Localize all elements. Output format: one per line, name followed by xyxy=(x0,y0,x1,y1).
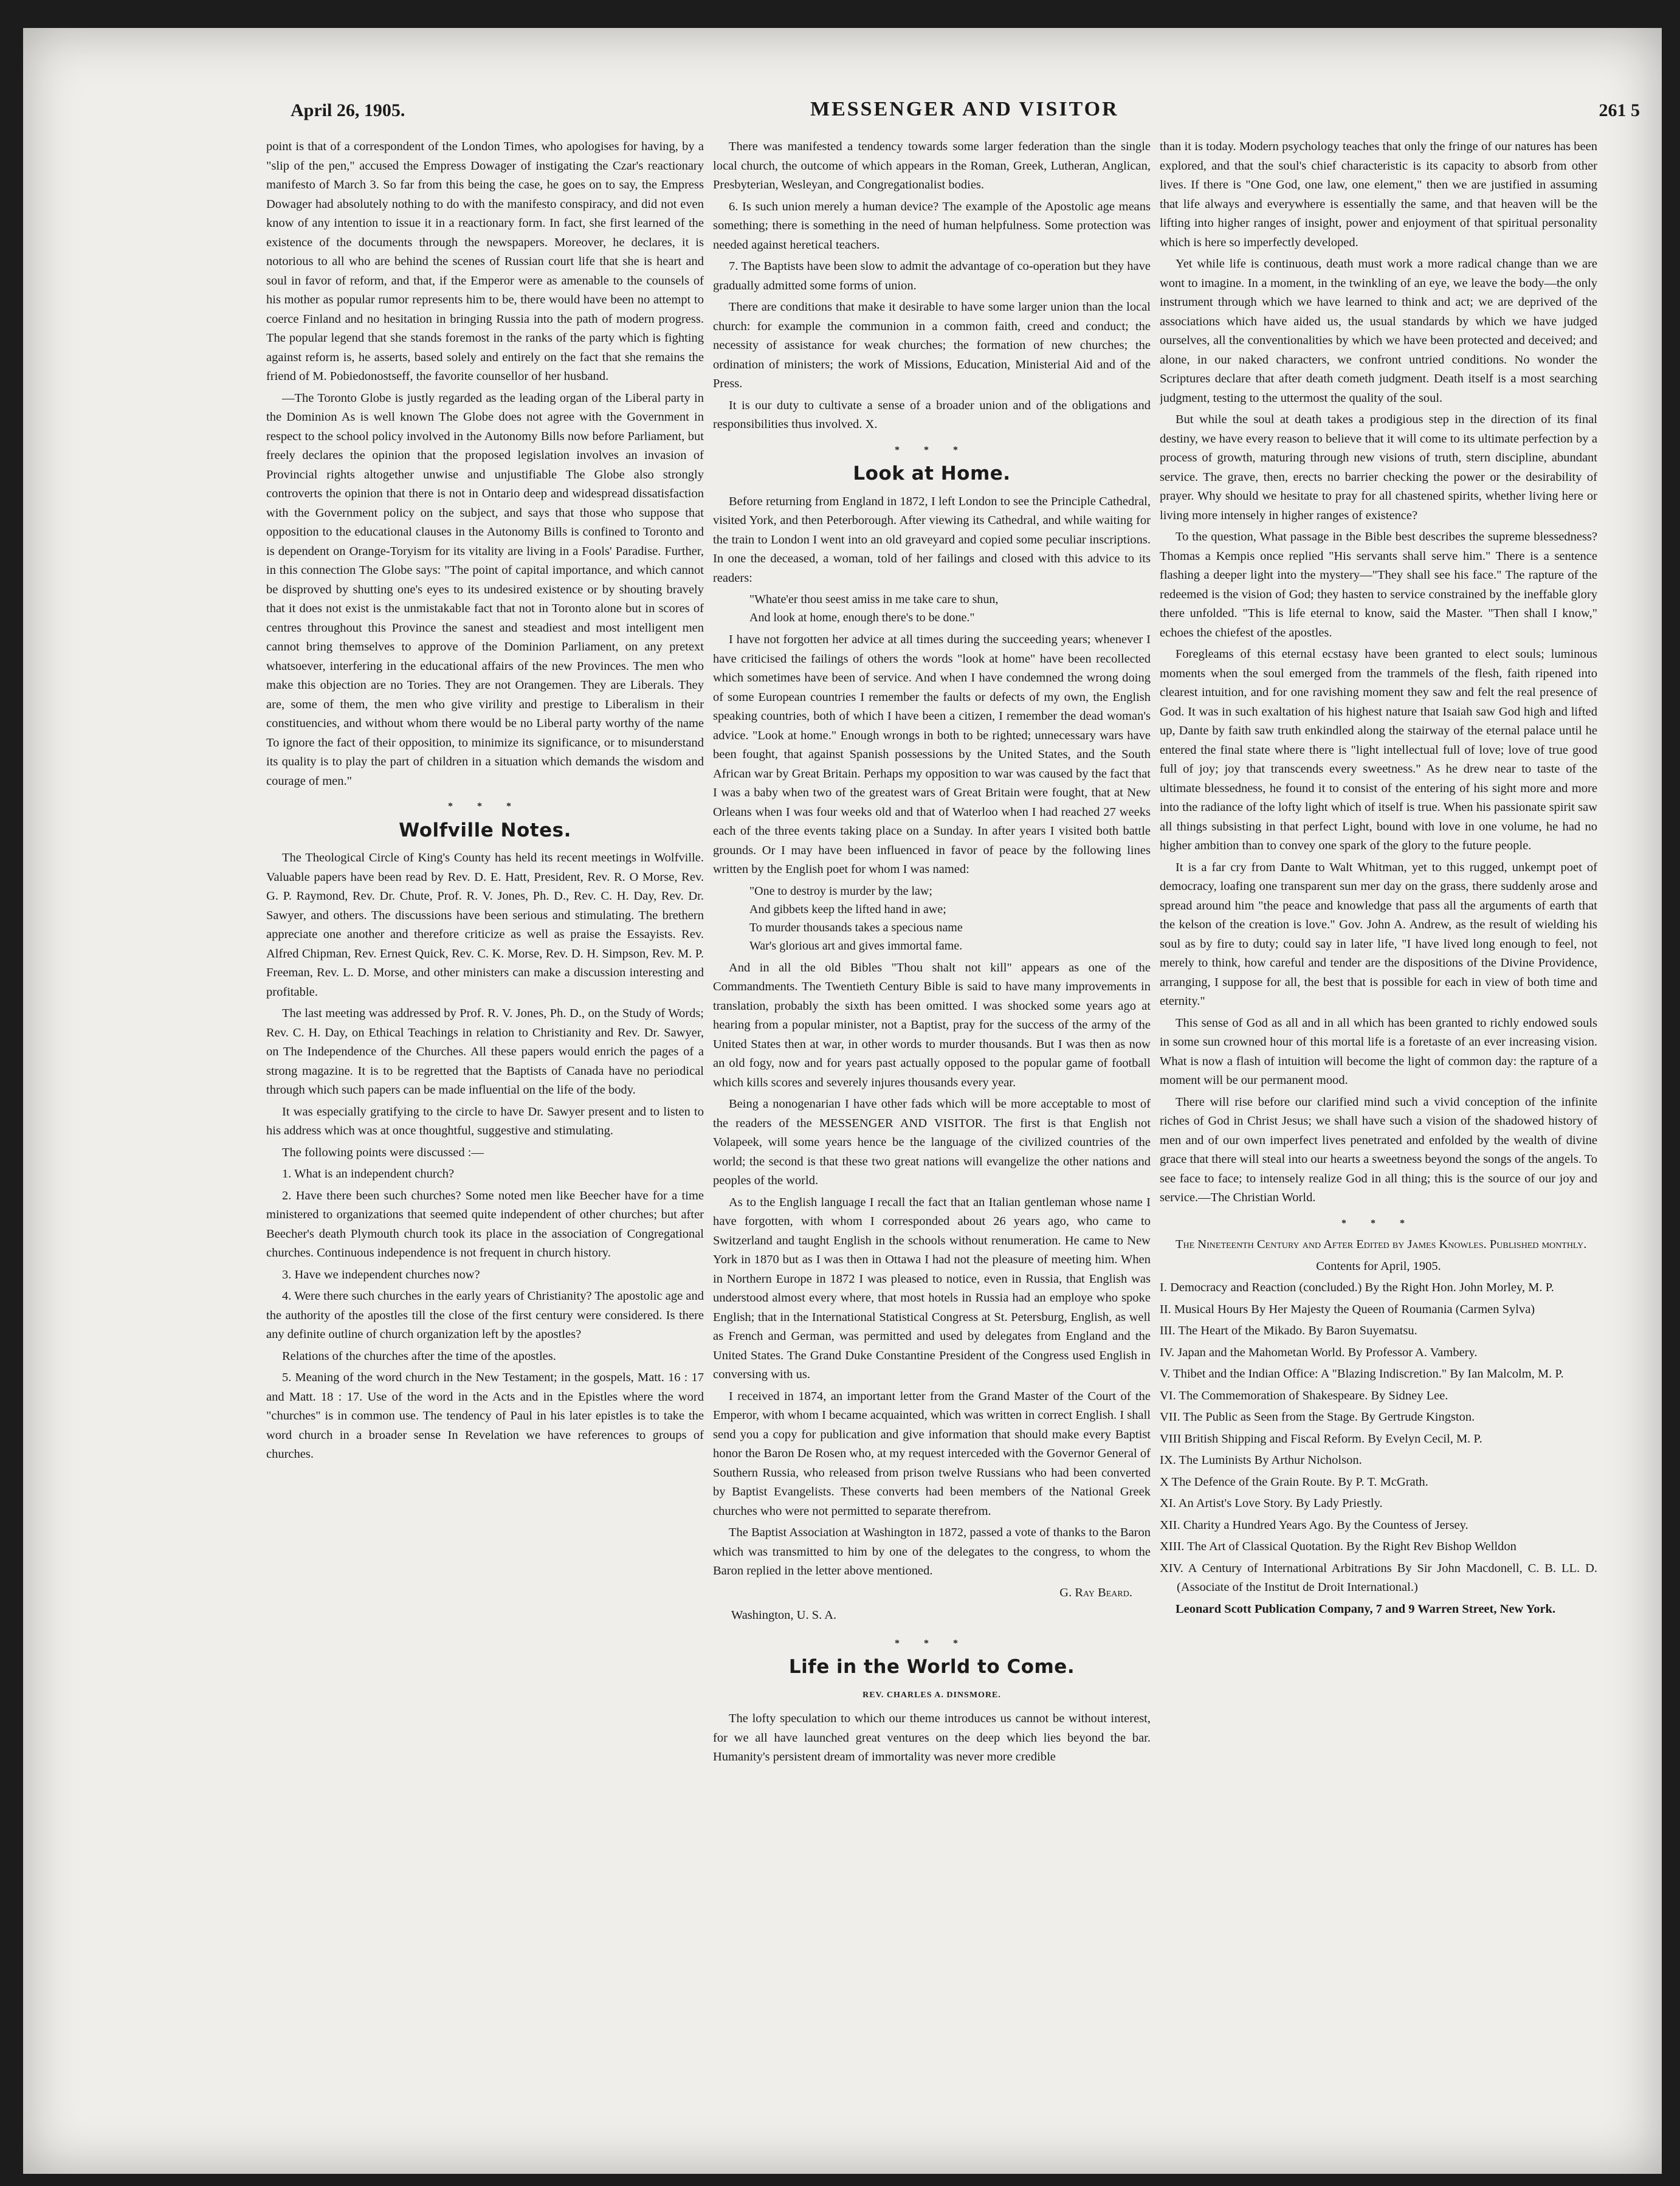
paragraph: The following points were discussed :— xyxy=(282,1145,484,1159)
newspaper-page xyxy=(23,28,1662,2174)
article-heading-wolfville-notes: Wolfville Notes. xyxy=(399,819,571,841)
paragraph: Yet while life is continuous, death must work a more radical change than we are wont to imagine. In a moment, in the twinkling of an eye, we leave the body—the only instrument through which we have learned to think and act; we are deprived of the associations which have aided us, the usual standards by which we have judged ourselves, all the conventionalities by which we have been protected and deceived; and alone, in our naked characters, we confront untried conditions. No wonder the Scriptures declare that after death cometh judgment. Death itself is a most searching judgment, testing to the uttermost the quality of the soul. xyxy=(1160,257,1597,405)
paragraph: To the question, What passage in the Bible best describes the supreme blessedness? Thomas a Kempis once replied "His servants shall serve him." There is a sentence flashing a deeper light into the mystery—"They shall see his face." The rapture of the redeemed is the vision of God; they hasten to service constrained by the ineffable glory there unfolded. "This is life eternal to know, said the Master. "Then shall I know," echoes the chiefest of the apostles. xyxy=(1160,530,1597,640)
paragraph: There was manifested a tendency towards some larger federation than the single local church, the outcome of which appears in the Roman, Greek, Lutheran, Anglican, Presbyterian, Wesleyan, and Congregationalist bodies. xyxy=(713,140,1151,191)
paragraph: And in all the old Bibles "Thou shalt not kill" appears as one of the Commandments. The Twentieth Century Bible is said to have many improvements in translation, probably the sixth has been omitted. I was shocked some years ago at hearing from a popular minister, not a Baptist, pray for the success of the army of the United States then at war, in other words to murder thousands. But I was then as now an old fogy, now and for years past actually opposed to the popular game of football which kills scores and severely injures thousands every year. xyxy=(713,960,1151,1089)
article-heading-life-in-the-world-to-come: Life in the World to Come. xyxy=(788,1656,1075,1678)
issue-date: April 26, 1905. xyxy=(291,100,405,120)
section-divider: * * * xyxy=(448,801,522,812)
paragraph: There will rise before our clarified mind such a vivid conception of the infinite riches of God in Christ Jesus; we shall have such a vision of the shadowed history of men and of our own imperfect lives penetrated and enfolded by the wealth of divine grace that there will steal into our hearts a sweetness beyond the songs of the angels. To see face to face; to intensely realize God in all thing; this is the source of our joy and service.—The Christian World. xyxy=(1160,1095,1597,1204)
article-byline: REV. CHARLES A. DINSMORE. xyxy=(862,1690,1001,1700)
paragraph: The Theological Circle of King's County has held its recent meetings in Wolfville. Valuable papers have been read by Rev. D. E. Hatt, President, Rev. R. O Morse, Rev. G. P. Raymond, Rev. Dr. Chute, Prof. R. V. Jones, Ph. D., Rev. C. H. Day, Rev. Dr. Sawyer, and others. The discussions have been serious and stimulating. The brethern appreciate one another and therefore criticize as well as praise the Essayists. Rev. Alfred Chipman, Rev. Ernest Quick, Rev. C. K. Morse, Rev. D. H. Simpson, Rev. M. P. Freeman, Rev. L. D. Morse, and other ministers can make a discussion interesting and profitable. xyxy=(266,851,704,999)
dateline-place: Washington, U. S. A. xyxy=(731,1608,837,1622)
contents-heading: Contents for April, 1905. xyxy=(1316,1259,1441,1273)
paragraph: It is a far cry from Dante to Walt Whitman, yet to this rugged, unkempt poet of democracy, loafing one transparent sun mer day on the grass, there suddenly arose and spread around him "the peace and knowledge that pass all the arguments of earth that the kelson of the creation is love." Gov. John A. Andrew, as the result of wielding his soul as by fire to duty; could say in later life, "I have lived long enough to feel, not merely to think, how careful and tender are the dispositions of the Divine Providence, arranging, I suppose for all, the best that is possible for each in view of both time and eternity." xyxy=(1160,860,1597,1008)
column-1 xyxy=(266,137,704,2143)
contents-item: X The Defence of the Grain Route. By P. T. McGrath. xyxy=(1160,1475,1428,1489)
paragraph: Before returning from England in 1872, I left London to see the Principle Cathedral, visited York, and then Peterborough. After viewing its Cathedral, and while waiting for the train to London I went into an old graveyard and copied some peculiar inscriptions. In one the deceased, a woman, told of her failings and closed with this advice to its readers: xyxy=(713,494,1151,585)
paragraph: Relations of the churches after the time of the apostles. xyxy=(282,1349,556,1363)
numbered-point: 5. Meaning of the word church in the New Testament; in the gospels, Matt. 16 : 17 and Matt. 18 : 17. Use of the word in the Acts and in the Epistles where the word "churches" is in common use. The tendency of Paul in his later epistles is to take the word church in a broader sense In Revelation we have references to groups of churches. xyxy=(266,1371,704,1461)
contents-item: VIII British Shipping and Fiscal Reform. By Evelyn Cecil, M. P. xyxy=(1160,1432,1482,1446)
numbered-point: 3. Have we independent churches now? xyxy=(282,1267,480,1281)
paragraph: As to the English language I recall the fact that an Italian gentleman whose name I have forgotten, with whom I corresponded about 26 years ago, who came to Switzerland and taught English in the schools without renumeration. He came to New York in 1870 but as I was then in Ottawa I had not the pleasure of meeting him. When in Northern Europe in 1872 I was pleased to notice, even in Russia, that English was understood almost every where, that most hotels in Russia had an employe who spoke English; that in the International Statistical Congress at St. Petersburg, English, as well as French and German, was permitted and used by delegates from England and the United States. The Grand Duke Constantine President of the Congress used English in conversing with us. xyxy=(713,1195,1151,1381)
numbered-point: 1. What is an independent church? xyxy=(282,1167,455,1181)
author-signature: G. Ray Beard. xyxy=(1059,1585,1132,1599)
newspaper-title: MESSENGER AND VISITOR xyxy=(810,98,1119,120)
contents-item: XIV. A Century of International Arbitrations By Sir John Macdonell, C. B. LL. D. (Associate of the Institut de Droit International.) xyxy=(1160,1561,1597,1594)
article-heading-look-at-home: Look at Home. xyxy=(853,463,1011,484)
contents-item: I. Democracy and Reaction (concluded.) By the Right Hon. John Morley, M. P. xyxy=(1160,1281,1554,1294)
contents-item: IX. The Luminists By Arthur Nicholson. xyxy=(1160,1453,1362,1467)
paragraph: This sense of God as all and in all which has been granted to richly endowed souls in some sun crowned hour of this mortal life is a foretaste of an ever increasing vision. What is now a flash of intuition will become the light of common day: the rapture of a moment will be our permanent mood. xyxy=(1160,1016,1597,1087)
contents-item: VII. The Public as Seen from the Stage. By Gertrude Kingston. xyxy=(1160,1410,1475,1424)
paragraph: than it is today. Modern psychology teaches that only the fringe of our natures has been explored, and that the soul's chief characteristic is its capacity to absorb from other lives. If there is "One God, one law, one element," then we are justified in assuming that life always and everywhere is essentially the same, and that heaven will be the lifting into higher ranges of insight, power and enjoyment of that spiritual personality which is here so imperfectly developed. xyxy=(1160,140,1597,249)
section-divider: * * * xyxy=(895,444,969,455)
masthead xyxy=(291,92,1640,134)
verse-line: War's glorious art and gives immortal fame. xyxy=(749,939,963,953)
paragraph: point is that of a correspondent of the London Times, who apologises for having, by a "slip of the pen," accused the Empress Dowager of instigating the Czar's reactionary manifesto of March 3. So far from this being the case, he goes on to say, the Empress Dowager had absolutely nothing to do with the manifesto conspiracy, and did not even know of any intention to issue it in a reactionary form. In fact, she first learned of the existence of the documents through the newspapers. Moreover, he declares, it is notorious to all who are behind the scenes of Russian court life that she is heart and soul in favor of reform, and that, if the Emperor were as amenable to the counsels of his mother as popular rumor represents him to be, there would have been no attempt to coerce Finland and no hesitation in bringing Russia into the path of modern progress. The popular legend that she stands foremost in the ranks of the party which is fighting against reform is, he asserts, based solely and entirely on the fact that she remains the friend of M. Pobiedonostseff, the favorite counsellor of her husband. xyxy=(266,140,704,383)
paragraph: There are conditions that make it desirable to have some larger union than the local church: for example the communion in a common faith, creed and conduct; the necessity of assistance for weak churches; the formation of new churches; the ordination of ministers; the work of Missions, Education, Ministerial Aid and of the Press. xyxy=(713,300,1151,390)
verse-line: "Whate'er thou seest amiss in me take care to shun, xyxy=(749,593,999,606)
paragraph: —The Toronto Globe is justly regarded as the leading organ of the Liberal party in the Dominion As is well known The Globe does not agree with the Government in respect to the school policy involved in the Autonomy Bills now before Parliament, but freely declares the opinion that the proposed legislation involves an invasion of Provincial rights altogether unwise and unjustifiable The Globe also strongly controverts the opinion that there is not in Ontario deep and widespread dissatisfaction with the Government policy on the subject, and says that those who suppose that opposition to the educational clauses in the Autonomy Bills is confined to Toronto and is dependent on Orange-Toryism for its vitality are living in a Fools' Paradise. Further, in this connection The Globe says: "The point of capital importance, and which cannot be disproved by shutting one's eyes to its undesired existence or by shouting bravely that it does not exist is the unmistakable fact that not in Toronto alone but in scores of centres throughout this Province the sanest and steadiest and most intelligent men cannot bring themselves to approve of the Dominion Parliament, on any pretext whatsoever, interfering in the educational affairs of the new Provinces. The men who make this objection are no Tories. They are not Orangemen. They are Liberals. They are, some of them, the men who give virility and prestige to Liberalism in their constituencies, and without whom there would be no Liberal party worthy of the name To ignore the fact of their opposition, to minimize its significance, or to misunderstand its quality is to play the part of children in a situation which demands the wisdom and courage of men." xyxy=(266,391,704,788)
verse-line: To murder thousands takes a specious name xyxy=(749,920,963,934)
numbered-point: 4. Were there such churches in the early years of Christianity? The apostolic age and the authority of the apostles till the close of the first century were considered. Is there any definite outline of church organization left by the apostles? xyxy=(266,1289,704,1341)
numbered-point: 6. Is such union merely a human device? The example of the Apostolic age means something; there is something in the need of human helpfulness. Some protection was needed against heretical teachers. xyxy=(713,199,1151,252)
numbered-point: 2. Have there been such churches? Some noted men like Beecher have for a time ministered to organizations that seemed quite independent of other churches; but after Beecher's death Plymouth church took its place in the association of Congregational churches. Continuous independence is not frequent in church history. xyxy=(266,1188,704,1260)
publisher-line: Leonard Scott Publication Company, 7 and 9 Warren Street, New York. xyxy=(1176,1602,1556,1616)
contents-item: III. The Heart of the Mikado. By Baron Suyematsu. xyxy=(1160,1324,1417,1337)
contents-list xyxy=(1160,1278,1597,1598)
section-divider: * * * xyxy=(895,1638,969,1649)
column-3 xyxy=(1160,137,1597,2143)
contents-item: XII. Charity a Hundred Years Ago. By the Countess of Jersey. xyxy=(1160,1518,1468,1532)
section-divider: * * * xyxy=(1341,1218,1416,1229)
paragraph: It was especially gratifying to the circle to have Dr. Sawyer present and to listen to his address which was at once thoughtful, suggestive and stimulating. xyxy=(266,1105,704,1137)
paragraph: Being a nonogenarian I have other fads which will be more acceptable to most of the readers of the MESSENGER AND VISITOR. The first is that English not Volapeek, will some years hence be the language of the civilized countries of the world; the second is that these two great nations will evangelize the other nations and peoples of the world. xyxy=(713,1097,1151,1187)
contents-item: XIII. The Art of Classical Quotation. By the Right Rev Bishop Welldon xyxy=(1160,1540,1516,1553)
verse-line: And look at home, enough there's to be done." xyxy=(749,611,975,624)
poem-verse xyxy=(749,882,1151,955)
paragraph: I have not forgotten her advice at all times during the succeeding years; whenever I have criticised the failings of others the words "look at home" have been recollected which sometimes have been of service. And when I have condemned the wrong doing of some European countries I remember the faults or defects of my own, the English speaking countries, both of which I have been a citizen, I remember the dead woman's advice. "Look at home." Enough wrongs in both to be righted; unnecessary wars have been fought, that against Spanish possessions by the United States, and the South African war by Great Britain. Perhaps my opposition to war was caused by the fact that I was a baby when two of the greatest wars of Great Britain were fought, that at New Orleans when I was four weeks old and that of Waterloo when I had reached 27 weeks each of the three events taking place on a Sunday. In after years I visited both battle grounds. Or I may have been influenced in favor of peace by the following lines written by the English poet for whom I was named: xyxy=(713,633,1151,876)
numbered-point: 7. The Baptists have been slow to admit the advantage of co-operation but they have gradually admitted some forms of union. xyxy=(713,260,1151,292)
contents-item: II. Musical Hours By Her Majesty the Queen of Roumania (Carmen Sylva) xyxy=(1160,1302,1535,1316)
contents-item: V. Thibet and the Indian Office: A "Blazing Indiscretion." By Ian Malcolm, M. P. xyxy=(1160,1367,1564,1381)
paragraph: The lofty speculation to which our theme introduces us cannot be without interest, for we all have launched great ventures on the deep which lies beyond the bar. Humanity's persistent dream of immortality was never more credible xyxy=(713,1712,1151,1764)
contents-item: VI. The Commemoration of Shakespeare. By Sidney Lee. xyxy=(1160,1388,1448,1402)
paragraph: The Baptist Association at Washington in 1872, passed a vote of thanks to the Baron which was transmitted to him by one of the delegates to the congress, to whom the Baron replied in the letter above mentioned. xyxy=(713,1526,1151,1577)
paragraph: The last meeting was addressed by Prof. R. V. Jones, Ph. D., on the Study of Words; Rev. C. H. Day, on Ethical Teachings in relation to Christianity and Rev. Dr. Sawyer, on The Independence of the Churches. All these papers would enrich the pages of a strong magazine. It is to be regretted that the Baptists of Canada have no periodical through which such papers can be made influential on the life of the body. xyxy=(266,1007,704,1097)
epitaph-verse xyxy=(749,590,1151,627)
paragraph: I received in 1874, an important letter from the Grand Master of the Court of the Emperor, with whom I became acquainted, which was written in correct English. I shall send you a copy for publication and give information that should make every Baptist honor the Baron De Rosen who, at my request interceded with the Governor General of Southern Russia, who released from prison twelve Russians who had been converted by Baptist Evangelists. These converts had been members of the National Greek churches who were not permitted to separate therefrom. xyxy=(713,1389,1151,1518)
page-number: 261 5 xyxy=(1599,100,1640,120)
verse-line: "One to destroy is murder by the law; xyxy=(749,884,932,898)
contents-item: IV. Japan and the Mahometan World. By Professor A. Vambery. xyxy=(1160,1345,1478,1359)
contents-item: XI. An Artist's Love Story. By Lady Priestly. xyxy=(1160,1497,1383,1510)
column-2 xyxy=(713,137,1151,2143)
paragraph: It is our duty to cultivate a sense of a broader union and of the obligations and responsibilities thus involved. X. xyxy=(713,398,1151,431)
magazine-notice: The Nineteenth Century and After Edited by James Knowles. Published monthly. xyxy=(1176,1238,1587,1251)
paragraph: But while the soul at death takes a prodigious step in the direction of its final destiny, we have every reason to believe that it will come to its ultimate perfection by a process of growth, maturing through new visions of truth, stern discipline, abundant service. The grave, then, erects no barrier checking the power or the desirability of prayer. Why should we hesitate to pray for all chastened spirits, whether living here or living more intensely in higher ranges of existence? xyxy=(1160,413,1597,522)
verse-line: And gibbets keep the lifted hand in awe; xyxy=(749,902,946,916)
paragraph: Foregleams of this eternal ecstasy have been granted to elect souls; luminous moments when the soul emerged from the trammels of the flesh, faith ripened into clearest intuition, and for one ravishing moment they saw and felt the real presence of God. It was in such exaltation of his highest nature that Isaiah saw God high and lifted up, Dante by faith saw truth enkindled along the stairway of the eternal palace until he entered the final state where there is "light intellectual full of love; love of true good full of joy; joy that transcends every sweetness." As he drew near to taste of the ultimate blessedness, he found it to consist of the entering of his sight more and more into the radiance of the lofty light which of itself is true. When his passionate spirit saw all things subsisting in that perfect Light, bound with love in one volume, he had no higher ambition than to convey one spark of the glory to the future people. xyxy=(1160,647,1597,852)
